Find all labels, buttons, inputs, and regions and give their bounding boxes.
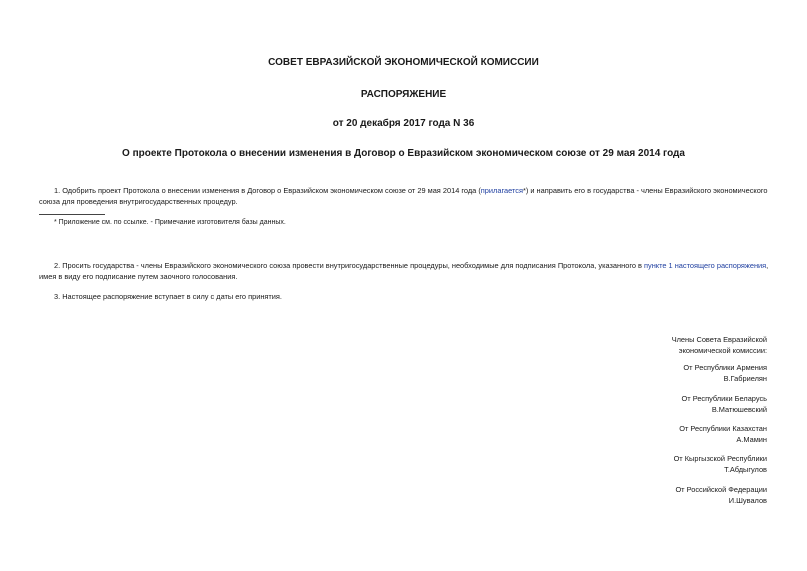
document-type-heading: РАСПОРЯЖЕНИЕ [360,89,447,100]
signature-intro [527,334,767,356]
signature-country: От Республики Казахстан [679,424,767,433]
signature-country: От Республики Беларусь [681,394,767,403]
signature-block [527,484,767,506]
point-1-link[interactable]: пункте 1 настоящего распоряжения [644,261,767,270]
signature-block [527,453,767,475]
organization-heading: СОВЕТ ЕВРАЗИЙСКОЙ ЭКОНОМИЧЕСКОЙ КОМИССИИ [268,57,539,68]
paragraph-1 [39,185,771,207]
signature-intro-line-1: Члены Совета Евразийской [671,335,767,344]
signature-name: И.Шувалов [728,496,767,505]
footnote-divider [39,214,105,215]
signature-name: В.Матюшевский [711,405,767,414]
paragraph-1-text-start: 1. Одобрить проект Протокола о внесении изменения в Договор о Евразийском экономическом союзе от 29 мая 2014 года ( [54,186,481,195]
signature-country: От Республики Армения [683,363,767,372]
paragraph-1-text-end: *) и направить его в государства - члены Евразийского экономического союза для проведения внутригосударственных процедур. [39,186,768,206]
paragraph-3: 3. Настоящее распоряжение вступает в силу с даты его принятия. [54,292,282,301]
footnote: * Приложение см. по ссылке. - Примечание изготовителя базы данных. [54,219,286,226]
signature-name: В.Габриелян [723,374,767,383]
paragraph-2-text-start: 2. Просить государства - члены Евразийского экономического союза провести внутригосударственные процедуры, необходимые для подписания Протокола, указанного в [54,261,644,270]
paragraph-2-text-end: , имея в виду его подписание путем заочного голосования. [39,261,769,281]
signature-name: Т.Абдыгулов [724,465,767,474]
date-number-heading: от 20 декабря 2017 года N 36 [332,118,475,129]
signature-intro-line-2: экономической комиссии: [678,346,767,355]
signature-block [527,393,767,415]
paragraph-2 [39,260,771,282]
signature-country: От Российской Федерации [675,485,767,494]
signature-block [527,423,767,445]
signature-block [527,362,767,384]
signature-country: От Кыргызской Республики [673,454,767,463]
signature-name: А.Мамин [736,435,767,444]
attachment-link[interactable]: прилагается [480,186,523,195]
document-title: О проекте Протокола о внесении изменения в Договор о Евразийском экономическом союзе от 29 мая 2014 года [122,148,685,159]
